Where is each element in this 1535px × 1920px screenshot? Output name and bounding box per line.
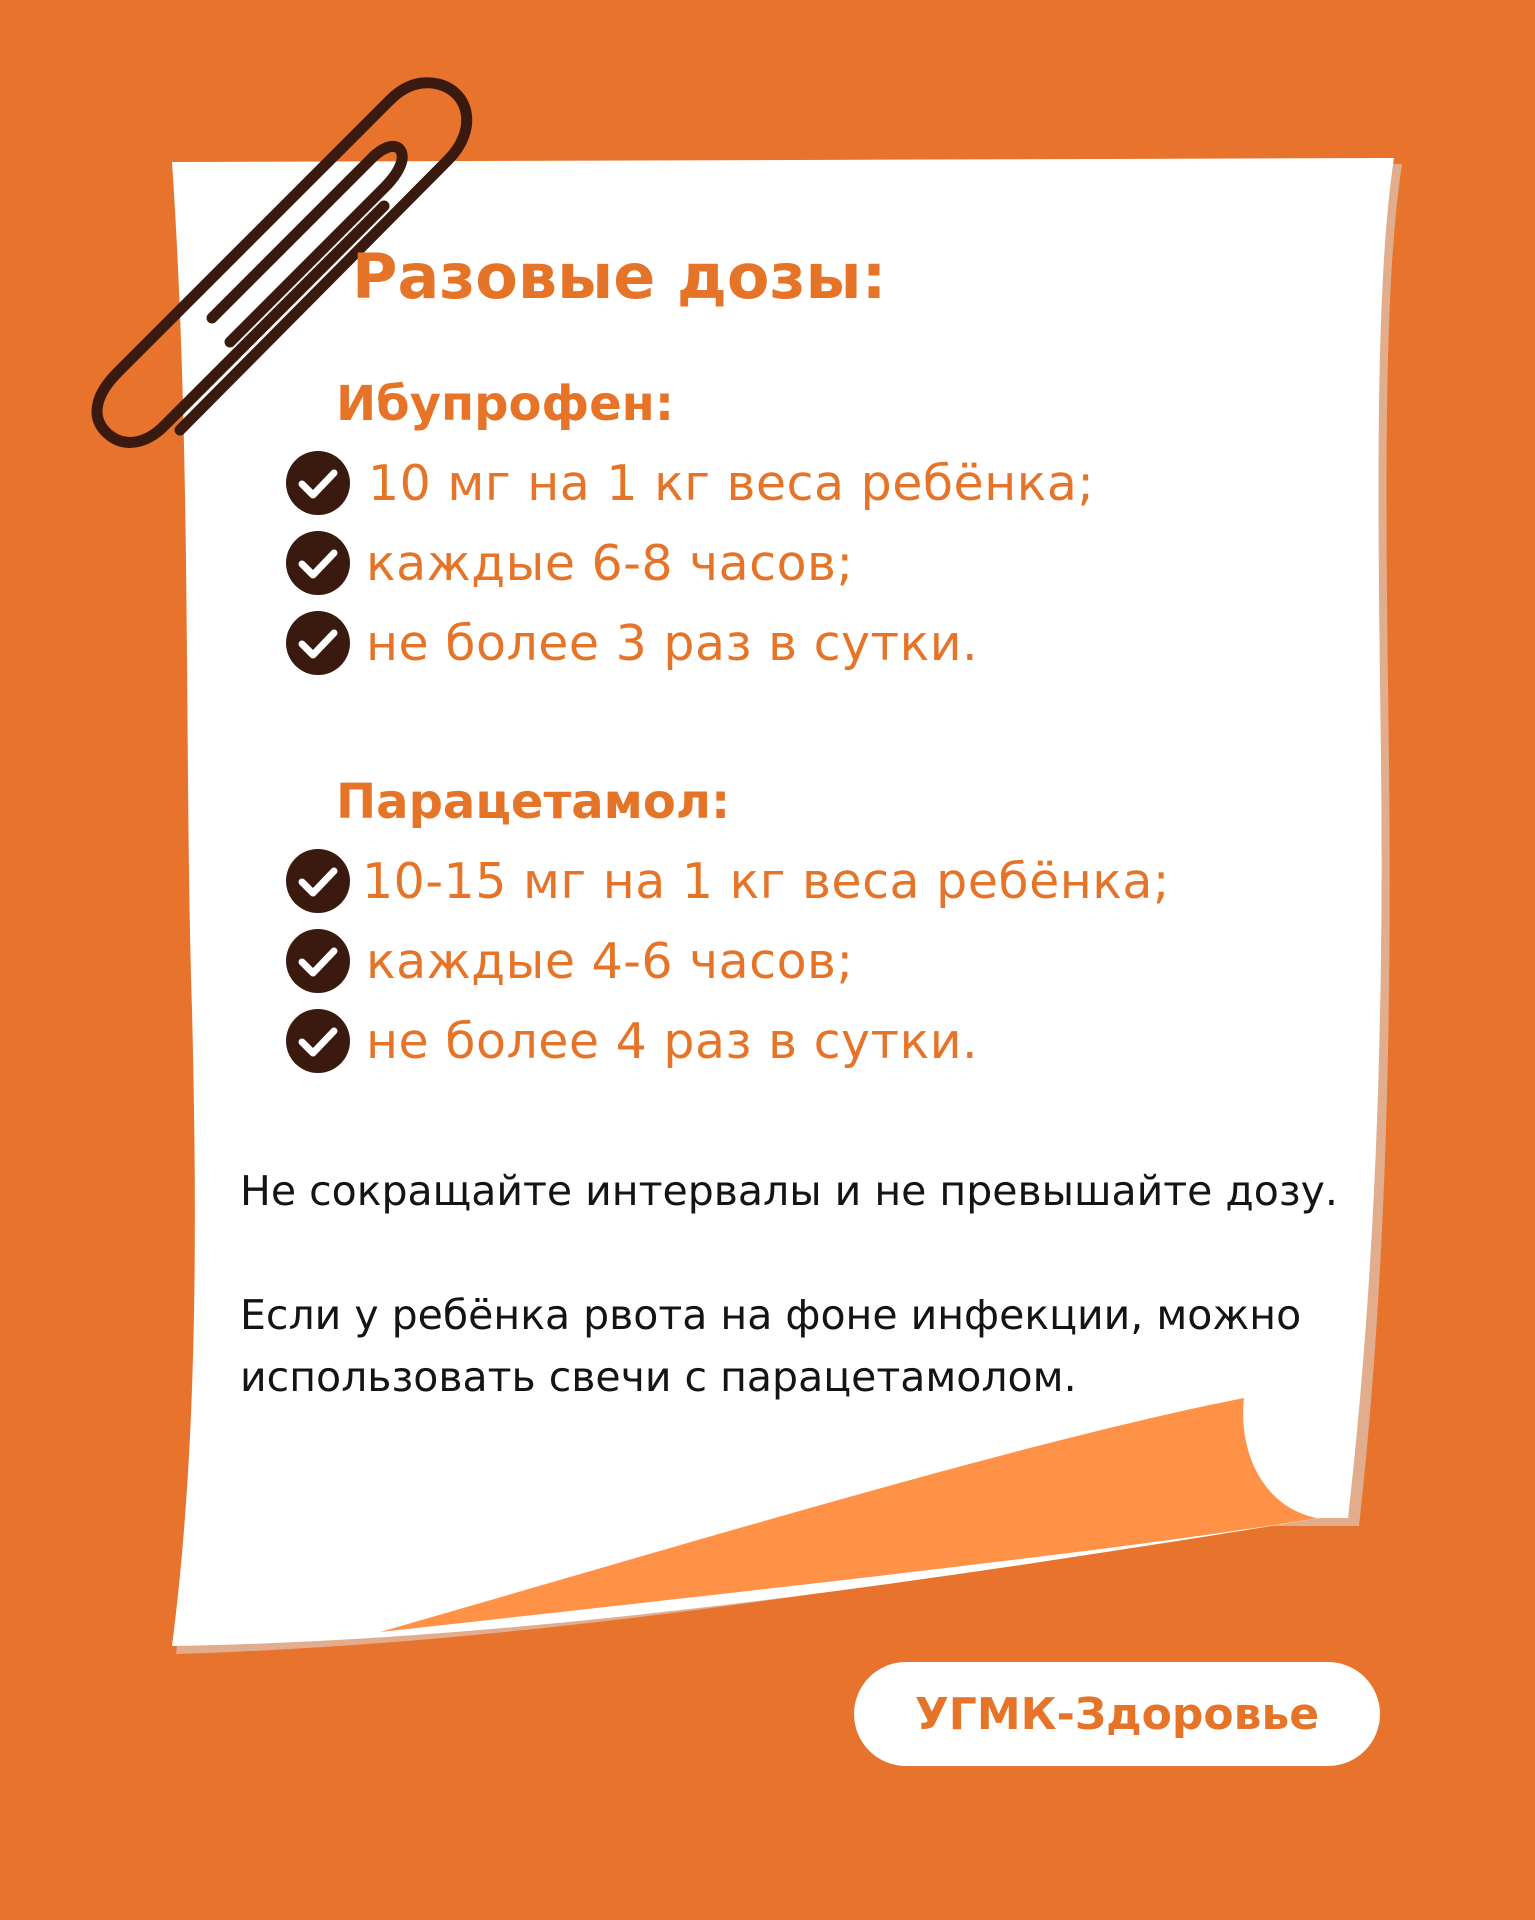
list-item-text: 10-15 мг на 1 кг веса ребёнка; [362, 852, 1170, 910]
list-item [284, 528, 853, 598]
warning-note: Не сокращайте интервалы и не превышайте дозу. [240, 1167, 1338, 1215]
vomiting-note-line-2: использовать свечи с парацетамолом. [240, 1353, 1077, 1401]
list-item [284, 608, 978, 678]
check-circle-icon [284, 609, 352, 677]
list-item-text: 10 мг на 1 кг веса ребёнка; [368, 454, 1095, 512]
check-circle-icon [284, 1007, 352, 1075]
list-item-text: не более 4 раз в сутки. [366, 1012, 979, 1070]
list-item [284, 1006, 978, 1076]
list-item-text: не более 3 раз в сутки. [366, 614, 979, 672]
list-item [284, 846, 1170, 916]
page-title: Разовые дозы: [352, 240, 887, 313]
list-item [284, 448, 1094, 518]
brand-badge [854, 1662, 1380, 1766]
check-circle-icon [284, 449, 352, 517]
section-heading-paracetamol: Парацетамол: [336, 774, 731, 830]
brand-name: УГМК-Здоровье [914, 1688, 1320, 1740]
list-item-text: каждые 4-6 часов; [366, 932, 854, 990]
list-item-text: каждые 6-8 часов; [366, 534, 854, 592]
vomiting-note-line-1: Если у ребёнка рвота на фоне инфекции, можно [240, 1291, 1302, 1339]
list-item [284, 926, 853, 996]
section-heading-ibuprofen: Ибупрофен: [336, 376, 675, 432]
check-circle-icon [284, 529, 352, 597]
check-circle-icon [284, 847, 352, 915]
check-circle-icon [284, 927, 352, 995]
